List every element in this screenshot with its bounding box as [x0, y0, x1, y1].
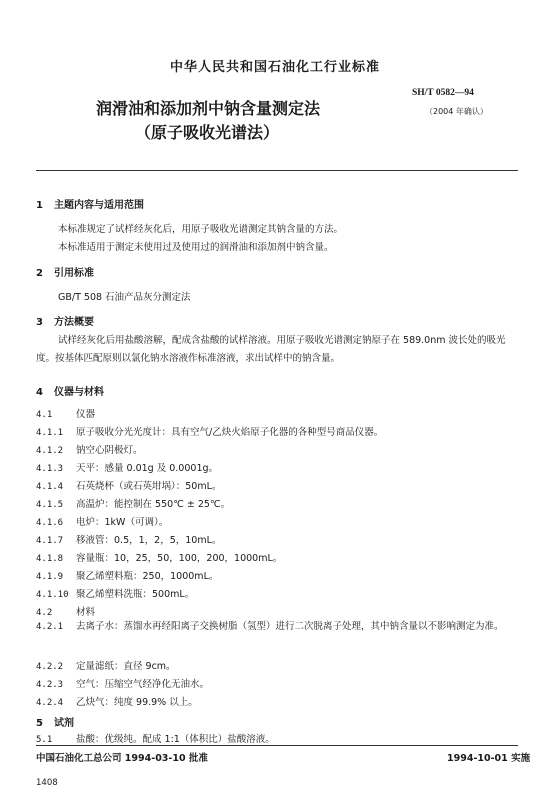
item-number: 4.2.2	[36, 662, 64, 672]
item-text: 原子吸收分光光度计：具有空气/乙炔火焰原子化器的各种型号商品仪器。	[76, 427, 384, 438]
list-item	[36, 442, 143, 456]
item-text: 钠空心阴极灯。	[76, 445, 143, 456]
item-number: 4.1.7	[36, 536, 64, 546]
item-text: 去离子水：蒸馏水再经阳离子交换树脂（氢型）进行二次脱离子处理，其中钠含量以不影响测定为准。	[76, 621, 504, 632]
item-number: 4.2.1	[36, 622, 64, 632]
section-heading	[36, 383, 104, 398]
item-text: 石英烧杯（或石英坩埚）：50mL。	[76, 481, 222, 492]
item-number: 4.1.9	[36, 572, 64, 582]
section-title: 试剂	[54, 718, 74, 729]
item-text: 聚乙烯塑料瓶：250，1000mL。	[76, 571, 219, 582]
reference-standard: GB/T 508 石油产品灰分测定法	[58, 292, 191, 303]
header-divider	[36, 170, 518, 171]
item-text: 定量滤纸：直径 9cm。	[76, 661, 176, 672]
item-number: 4.1.10	[36, 590, 69, 600]
list-item	[36, 586, 194, 600]
list-item	[36, 478, 221, 492]
item-number: 4.2.4	[36, 698, 64, 708]
list-item	[36, 514, 168, 528]
section-heading	[36, 313, 94, 328]
item-number: 5.1	[36, 735, 53, 745]
section-title: 仪器与材料	[54, 387, 104, 398]
item-text: 容量瓶：10，25，50，100，200，1000mL。	[76, 553, 283, 564]
footer-divider	[36, 745, 518, 746]
section-title: 主题内容与适用范围	[54, 200, 144, 211]
item-text: 仪器	[76, 409, 96, 420]
item-number: 4.1.5	[36, 500, 64, 510]
list-item	[36, 424, 383, 438]
section-number: 5	[36, 718, 43, 729]
item-text: 盐酸：优级纯。配成 1:1（体积比）盐酸溶液。	[76, 734, 275, 745]
item-text: 乙炔气：纯度 99.9% 以上。	[76, 697, 198, 708]
list-item	[36, 604, 95, 618]
section-number: 3	[36, 317, 43, 328]
list-item	[36, 676, 209, 690]
section-title: 方法概要	[54, 317, 94, 328]
section-number: 4	[36, 387, 43, 398]
list-item	[36, 658, 176, 672]
list-item	[36, 618, 520, 636]
paragraph: 试样经灰化后用盐酸溶解，配成含盐酸的试样溶液。用原子吸收光谱测定钠原子在 589.0nm 波长处的吸光度。按基体匹配原则以氯化钠水溶液作标准溶液，求出试样中的钠含量。	[36, 335, 506, 364]
item-text: 聚乙烯塑料洗瓶：500mL。	[76, 589, 195, 600]
item-text: 移液管：0.5，1，2，5，10mL。	[76, 535, 222, 546]
approval-line: 中国石油化工总公司 1994-03-10 批准	[36, 753, 208, 764]
item-number: 4.2.3	[36, 680, 64, 690]
list-item	[36, 532, 221, 546]
paragraph: 本标准适用于测定未使用过及使用过的润滑油和添加剂中钠含量。	[58, 242, 334, 253]
section-heading	[36, 714, 74, 729]
item-text: 高温炉：能控制在 550℃ ± 25℃。	[76, 499, 231, 510]
item-number: 4.1.1	[36, 428, 64, 438]
standard-number: SH/T 0582—94	[412, 88, 474, 98]
list-item	[36, 694, 198, 708]
section-heading	[36, 264, 94, 279]
issuing-standard-category: 中华人民共和国石油化工行业标准	[169, 60, 380, 75]
paragraph: 本标准规定了试样经灰化后，用原子吸收光谱测定其钠含量的方法。	[58, 224, 344, 235]
item-number: 4.1.3	[36, 464, 64, 474]
list-item	[36, 406, 95, 420]
item-text: 天平：感量 0.01g 及 0.0001g。	[76, 463, 219, 474]
page-number: 1408	[36, 778, 58, 788]
item-text: 材料	[76, 607, 96, 618]
document-subtitle: （原子吸收光谱法）	[135, 123, 280, 142]
item-number: 4.1.6	[36, 518, 64, 528]
item-number: 4.1.4	[36, 482, 64, 492]
item-text: 电炉：1kW（可调）。	[76, 517, 169, 528]
item-number: 4.2	[36, 608, 53, 618]
section-number: 1	[36, 200, 43, 211]
section-title: 引用标准	[54, 268, 94, 279]
list-item	[36, 731, 275, 745]
list-item	[36, 550, 282, 564]
implementation-date: 1994-10-01 实施	[447, 753, 531, 764]
item-number: 4.1.8	[36, 554, 64, 564]
document-title: 润滑油和添加剂中钠含量测定法	[96, 99, 321, 118]
confirmation-year: （2004 年确认）	[425, 107, 488, 116]
list-item	[36, 496, 230, 510]
item-text: 空气：压缩空气经净化无油水。	[76, 679, 210, 690]
item-number: 4.1.2	[36, 446, 64, 456]
section-heading	[36, 196, 144, 211]
list-item	[36, 460, 218, 474]
item-number: 4.1	[36, 410, 53, 420]
section-number: 2	[36, 268, 43, 279]
list-item	[36, 568, 218, 582]
